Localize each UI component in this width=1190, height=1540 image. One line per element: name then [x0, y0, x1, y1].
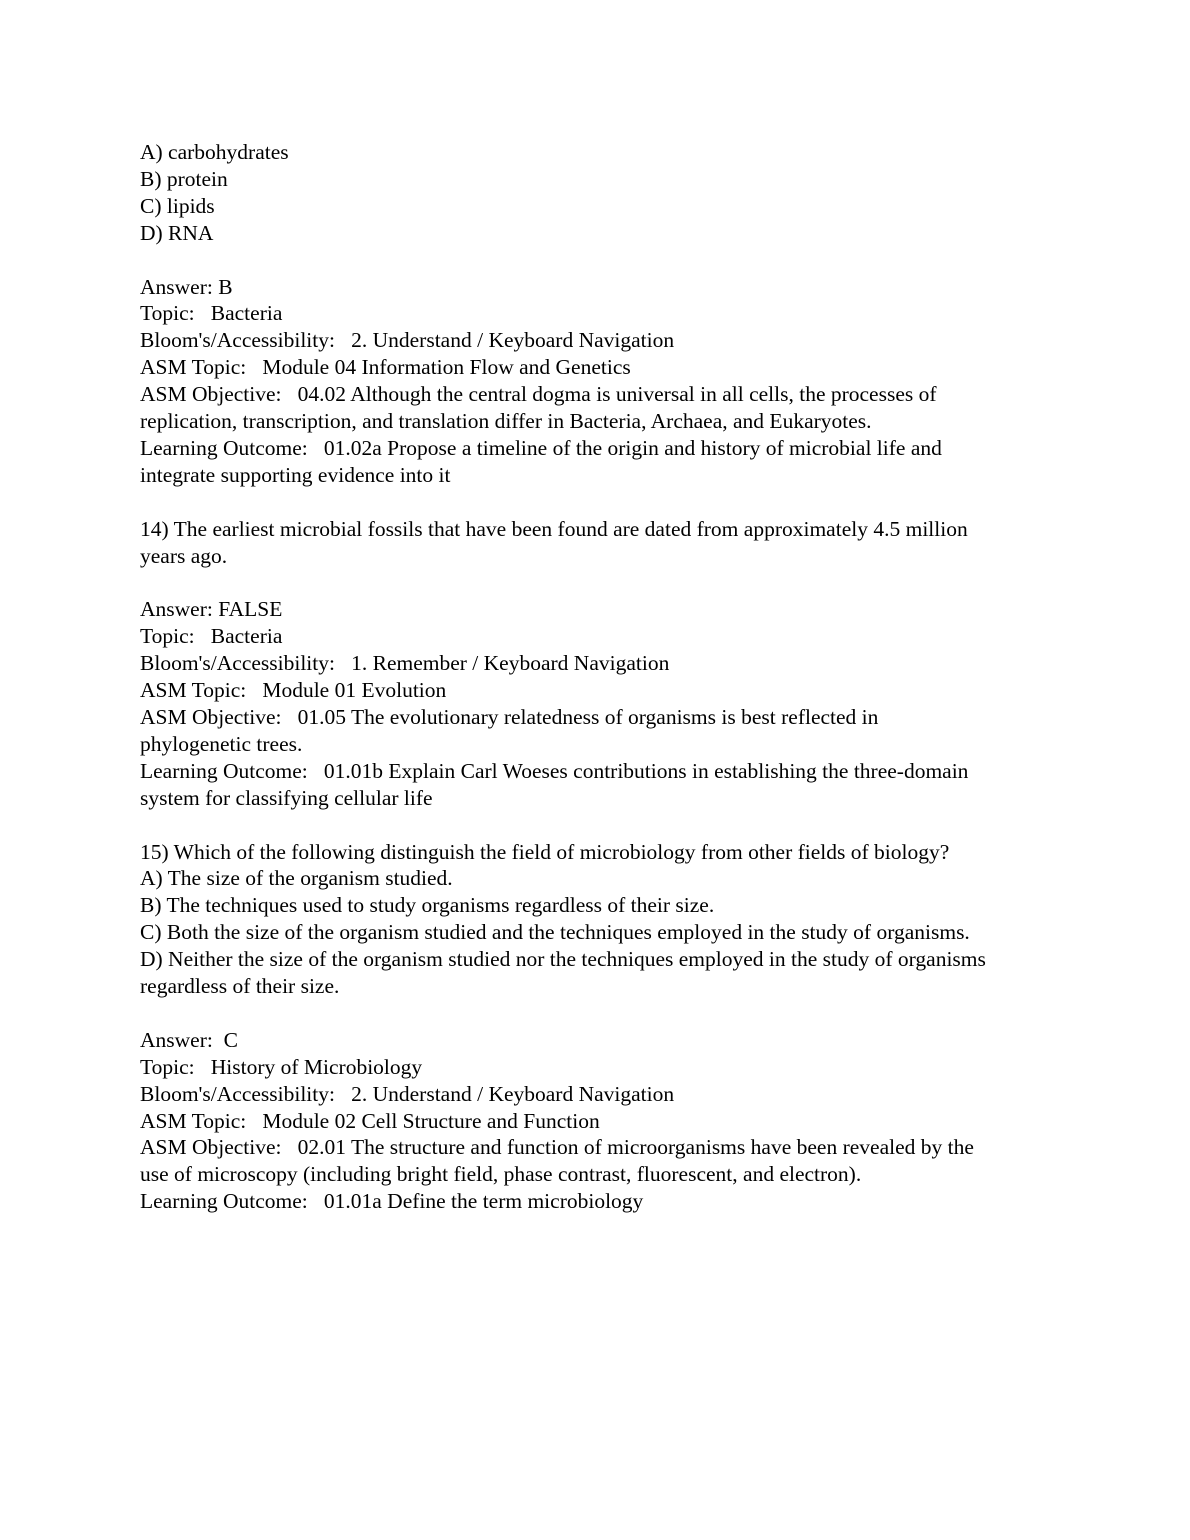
spacer	[140, 489, 1060, 516]
option-b: B) protein	[140, 166, 228, 191]
blooms-line: Bloom's/Accessibility: 1. Remember / Keyboard Navigation	[140, 651, 670, 676]
asm-objective-line-2: use of microscopy (including bright field, phase contrast, fluorescent, and electron).	[140, 1162, 862, 1187]
learning-outcome-line-1: Learning Outcome: 01.02a Propose a timeline of the origin and history of microbial life and	[140, 435, 942, 460]
topic-line: Topic: Bacteria	[140, 301, 283, 326]
option-d-line-1: D) Neither the size of the organism studied nor the techniques employed in the study of organisms	[140, 947, 986, 972]
blooms-line: Bloom's/Accessibility: 2. Understand / Keyboard Navigation	[140, 328, 675, 353]
option-d: D) RNA	[140, 220, 214, 245]
asm-objective-line-1: ASM Objective: 02.01 The structure and function of microorganisms have been revealed by the	[140, 1135, 974, 1160]
question-stem-line-2: years ago.	[140, 543, 228, 568]
answer-line: Answer: B	[140, 274, 233, 299]
asm-objective-line-1: ASM Objective: 01.05 The evolutionary relatedness of organisms is best reflected in	[140, 704, 879, 729]
prev-question-block	[140, 139, 1060, 489]
asm-objective-line-2: phylogenetic trees.	[140, 731, 303, 756]
answer-line: Answer: C	[140, 1027, 238, 1052]
option-d-line-2: regardless of their size.	[140, 974, 340, 999]
option-c: C) Both the size of the organism studied and the techniques employed in the study of organisms.	[140, 920, 970, 945]
topic-line: Topic: History of Microbiology	[140, 1054, 423, 1079]
option-a: A) The size of the organism studied.	[140, 866, 453, 891]
asm-objective-line-1: ASM Objective: 04.02 Although the central dogma is universal in all cells, the processes of	[140, 382, 937, 407]
learning-outcome-line-1: Learning Outcome: 01.01b Explain Carl Woeses contributions in establishing the three-domain	[140, 758, 969, 783]
document-page	[140, 139, 1060, 1215]
question-14-block	[140, 516, 1060, 812]
topic-line: Topic: Bacteria	[140, 624, 283, 649]
blooms-line: Bloom's/Accessibility: 2. Understand / Keyboard Navigation	[140, 1081, 675, 1106]
asm-objective-line-2: replication, transcription, and translation differ in Bacteria, Archaea, and Eukaryotes.	[140, 409, 872, 434]
option-a: A) carbohydrates	[140, 140, 289, 164]
option-c: C) lipids	[140, 193, 215, 218]
question-stem-line-1: 14) The earliest microbial fossils that have been found are dated from approximately 4.5 million	[140, 516, 968, 541]
answer-line: Answer: FALSE	[140, 597, 283, 622]
asm-topic-line: ASM Topic: Module 02 Cell Structure and Function	[140, 1108, 600, 1133]
spacer	[140, 812, 1060, 839]
question-15-block	[140, 839, 1060, 1216]
learning-outcome-line: Learning Outcome: 01.01a Define the term microbiology	[140, 1189, 644, 1214]
learning-outcome-line-2: integrate supporting evidence into it	[140, 462, 451, 487]
spacer	[140, 1000, 1060, 1027]
question-stem: 15) Which of the following distinguish the field of microbiology from other fields of biology?	[140, 839, 950, 864]
asm-topic-line: ASM Topic: Module 01 Evolution	[140, 678, 447, 703]
asm-topic-line: ASM Topic: Module 04 Information Flow and Genetics	[140, 355, 631, 380]
spacer	[140, 569, 1060, 596]
learning-outcome-line-2: system for classifying cellular life	[140, 785, 433, 810]
option-b: B) The techniques used to study organisms regardless of their size.	[140, 893, 715, 918]
spacer	[140, 247, 1060, 274]
